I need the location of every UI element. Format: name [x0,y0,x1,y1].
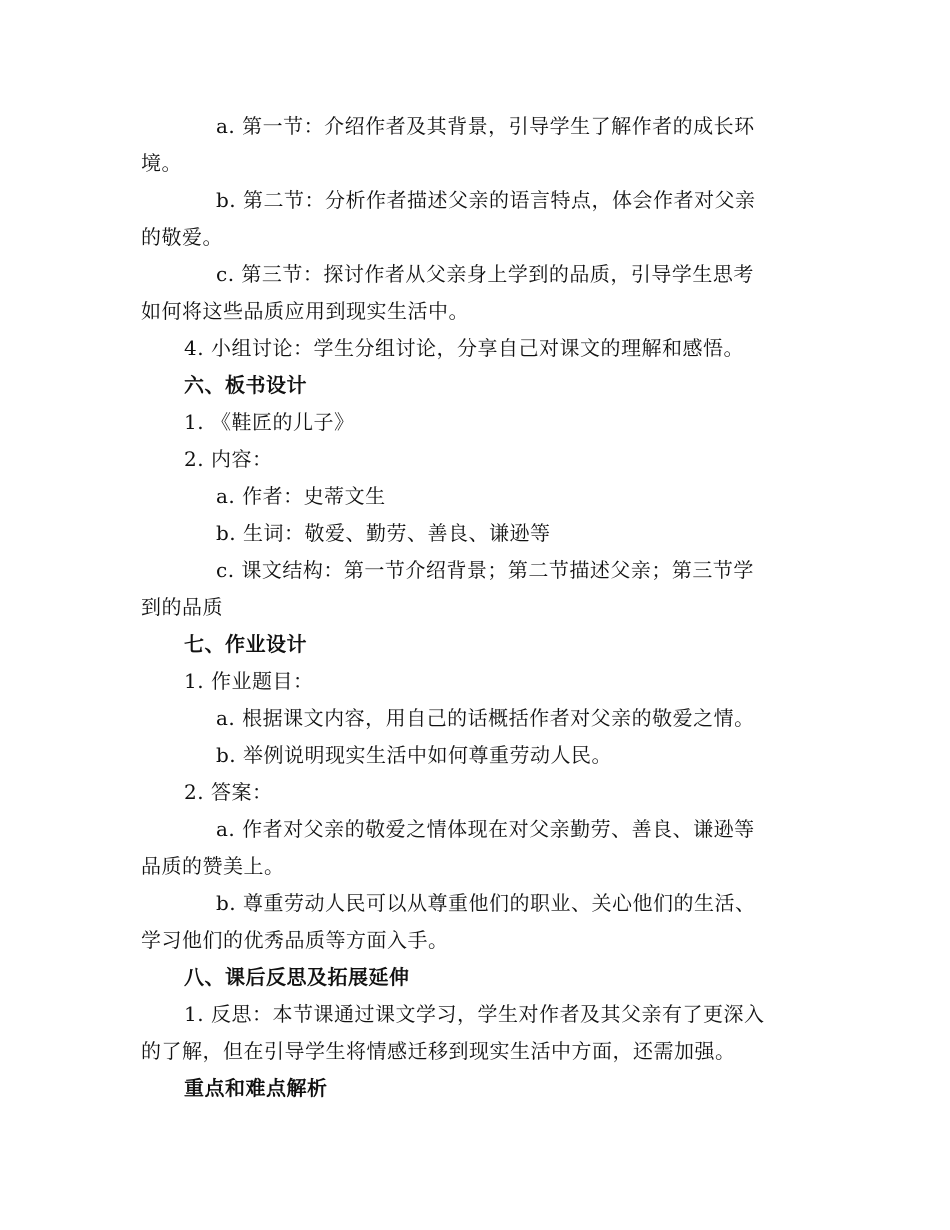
section-heading: 八、课后反思及拓展延伸 [184,965,410,989]
text-line: 4. 小组讨论：学生分组讨论，分享自己对课文的理解和感悟。 [184,336,744,360]
text-line: 学习他们的优秀品质等方面入手。 [141,928,449,952]
text-line: 1. 《鞋匠的儿子》 [184,410,355,434]
text-line: b. 生词：敬爱、勤劳、善良、谦逊等 [216,521,551,545]
text-line: a. 作者：史蒂文生 [216,484,386,508]
text-line: a. 作者对父亲的敬爱之情体现在对父亲勤劳、善良、谦逊等 [216,817,755,841]
text-line: a. 第一节：介绍作者及其背景，引导学生了解作者的成长环 [216,114,755,138]
text-line: 1. 作业题目： [184,669,314,693]
text-line: 境。 [141,151,182,175]
text-line: 2. 内容： [184,447,273,471]
section-heading: 七、作业设计 [184,632,307,656]
text-line: 2. 答案： [184,780,273,804]
text-line: 如何将这些品质应用到现实生活中。 [141,299,469,323]
text-line: b. 举例说明现实生活中如何尊重劳动人民。 [216,743,613,767]
text-line: c. 课文结构：第一节介绍背景；第二节描述父亲；第三节学 [216,558,754,582]
section-heading: 重点和难点解析 [184,1076,328,1100]
text-line: a. 根据课文内容，用自己的话概括作者对父亲的敬爱之情。 [216,706,755,730]
text-line: c. 第三节：探讨作者从父亲身上学到的品质，引导学生思考 [216,262,754,286]
text-line: 1. 反思：本节课通过课文学习，学生对作者及其父亲有了更深入 [184,1002,765,1026]
text-line: 的了解，但在引导学生将情感迁移到现实生活中方面，还需加强。 [141,1039,736,1063]
text-line: b. 尊重劳动人民可以从尊重他们的职业、关心他们的生活、 [216,891,756,915]
text-line: 品质的赞美上。 [141,854,285,878]
text-line: 的敬爱。 [141,225,223,249]
text-line: b. 第二节：分析作者描述父亲的语言特点，体会作者对父亲 [216,188,756,212]
section-heading: 六、板书设计 [184,373,307,397]
text-line: 到的品质 [141,595,223,619]
